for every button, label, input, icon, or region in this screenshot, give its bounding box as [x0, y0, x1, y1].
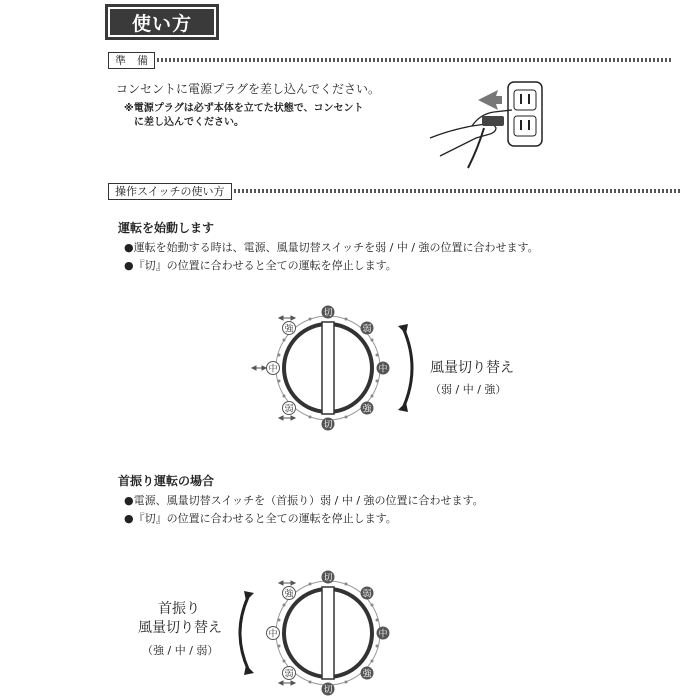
dial-mark-off-bottom: [322, 683, 335, 696]
preparation-note-1: ※電源プラグは必ず本体を立てた状態で、コンセント: [124, 103, 364, 114]
svg-text:強: 強: [362, 404, 372, 415]
svg-text:中: 中: [378, 629, 388, 640]
dial-mark-weak-filled: [361, 587, 374, 600]
svg-text:弱: 弱: [284, 404, 294, 415]
dial-mark-mid-filled: [377, 627, 390, 640]
dial-mark-weak-filled: [361, 322, 374, 335]
svg-text:強: 強: [284, 589, 294, 600]
svg-text:切: 切: [323, 420, 333, 431]
svg-text:強: 強: [284, 324, 294, 335]
dial-mark-mid-outline: [267, 627, 280, 640]
oscillation-bullet-2: ●『切』の位置に合わせると全ての運転を停止します。: [124, 512, 397, 525]
start-bullet-2: ●『切』の位置に合わせると全ての運転を停止します。: [124, 259, 397, 272]
preparation-section-header: [108, 52, 673, 68]
oscillation-bullet-1: ●電源、風量切替スイッチを（首振り）弱 / 中 / 強の位置に合わせます。: [124, 494, 484, 507]
preparation-instruction: コンセントに電源プラグを差し込んでください。: [116, 82, 381, 96]
plug-outlet-illustration: [420, 68, 550, 178]
start-bullet-1: ●運転を始動する時は、電源、風量切替スイッチを弱 / 中 / 強の位置に合わせます。: [124, 241, 539, 254]
dial-mark-strong-filled: [361, 402, 374, 415]
start-side-label: 風量切り替え: [430, 360, 514, 376]
svg-text:中: 中: [268, 364, 278, 375]
svg-text:強: 強: [362, 669, 372, 680]
rotate-arrow-icon: [404, 330, 412, 406]
dial-start: [248, 300, 418, 435]
dial-mark-mid-filled: [377, 362, 390, 375]
svg-text:切: 切: [323, 573, 333, 584]
dial-mark-strong-outline: [283, 587, 296, 600]
dial-mark-mid-outline: [267, 362, 280, 375]
oscillation-side-sublabel: （強 / 中 / 弱）: [142, 644, 219, 657]
svg-text:中: 中: [268, 629, 278, 640]
svg-text:弱: 弱: [362, 324, 372, 335]
oscillation-side-label-1: 首振り: [158, 601, 200, 617]
dial-mark-off-bottom: [322, 418, 335, 431]
dial-mark-strong-outline: [283, 322, 296, 335]
rotate-arrow-icon: [240, 597, 248, 669]
dial-mark-off-top: [322, 306, 335, 319]
preparation-heading: 準 備: [108, 52, 155, 69]
switch-heading: 操作スイッチの使い方: [108, 183, 232, 200]
oscillation-heading: 首振り運転の場合: [118, 474, 215, 488]
dial-mark-off-top: [322, 571, 335, 584]
switch-section-header: [108, 183, 680, 199]
svg-text:弱: 弱: [284, 669, 294, 680]
dial-mark-weak-outline: [283, 402, 296, 415]
section-divider: [234, 189, 680, 193]
dial-mark-strong-filled: [361, 667, 374, 680]
oscillation-side-label-2: 風量切り替え: [138, 620, 222, 636]
dial-mark-weak-outline: [283, 667, 296, 680]
preparation-note-2: に差し込んでください。: [134, 117, 244, 128]
svg-text:切: 切: [323, 308, 333, 319]
page-title: 使い方: [106, 5, 218, 39]
start-side-sublabel: （弱 / 中 / 強）: [430, 383, 507, 396]
start-heading: 運転を始動します: [118, 221, 215, 235]
dial-oscillation: [226, 565, 396, 700]
section-divider: [157, 58, 673, 62]
svg-text:中: 中: [378, 364, 388, 375]
svg-text:弱: 弱: [362, 589, 372, 600]
svg-text:切: 切: [323, 685, 333, 696]
